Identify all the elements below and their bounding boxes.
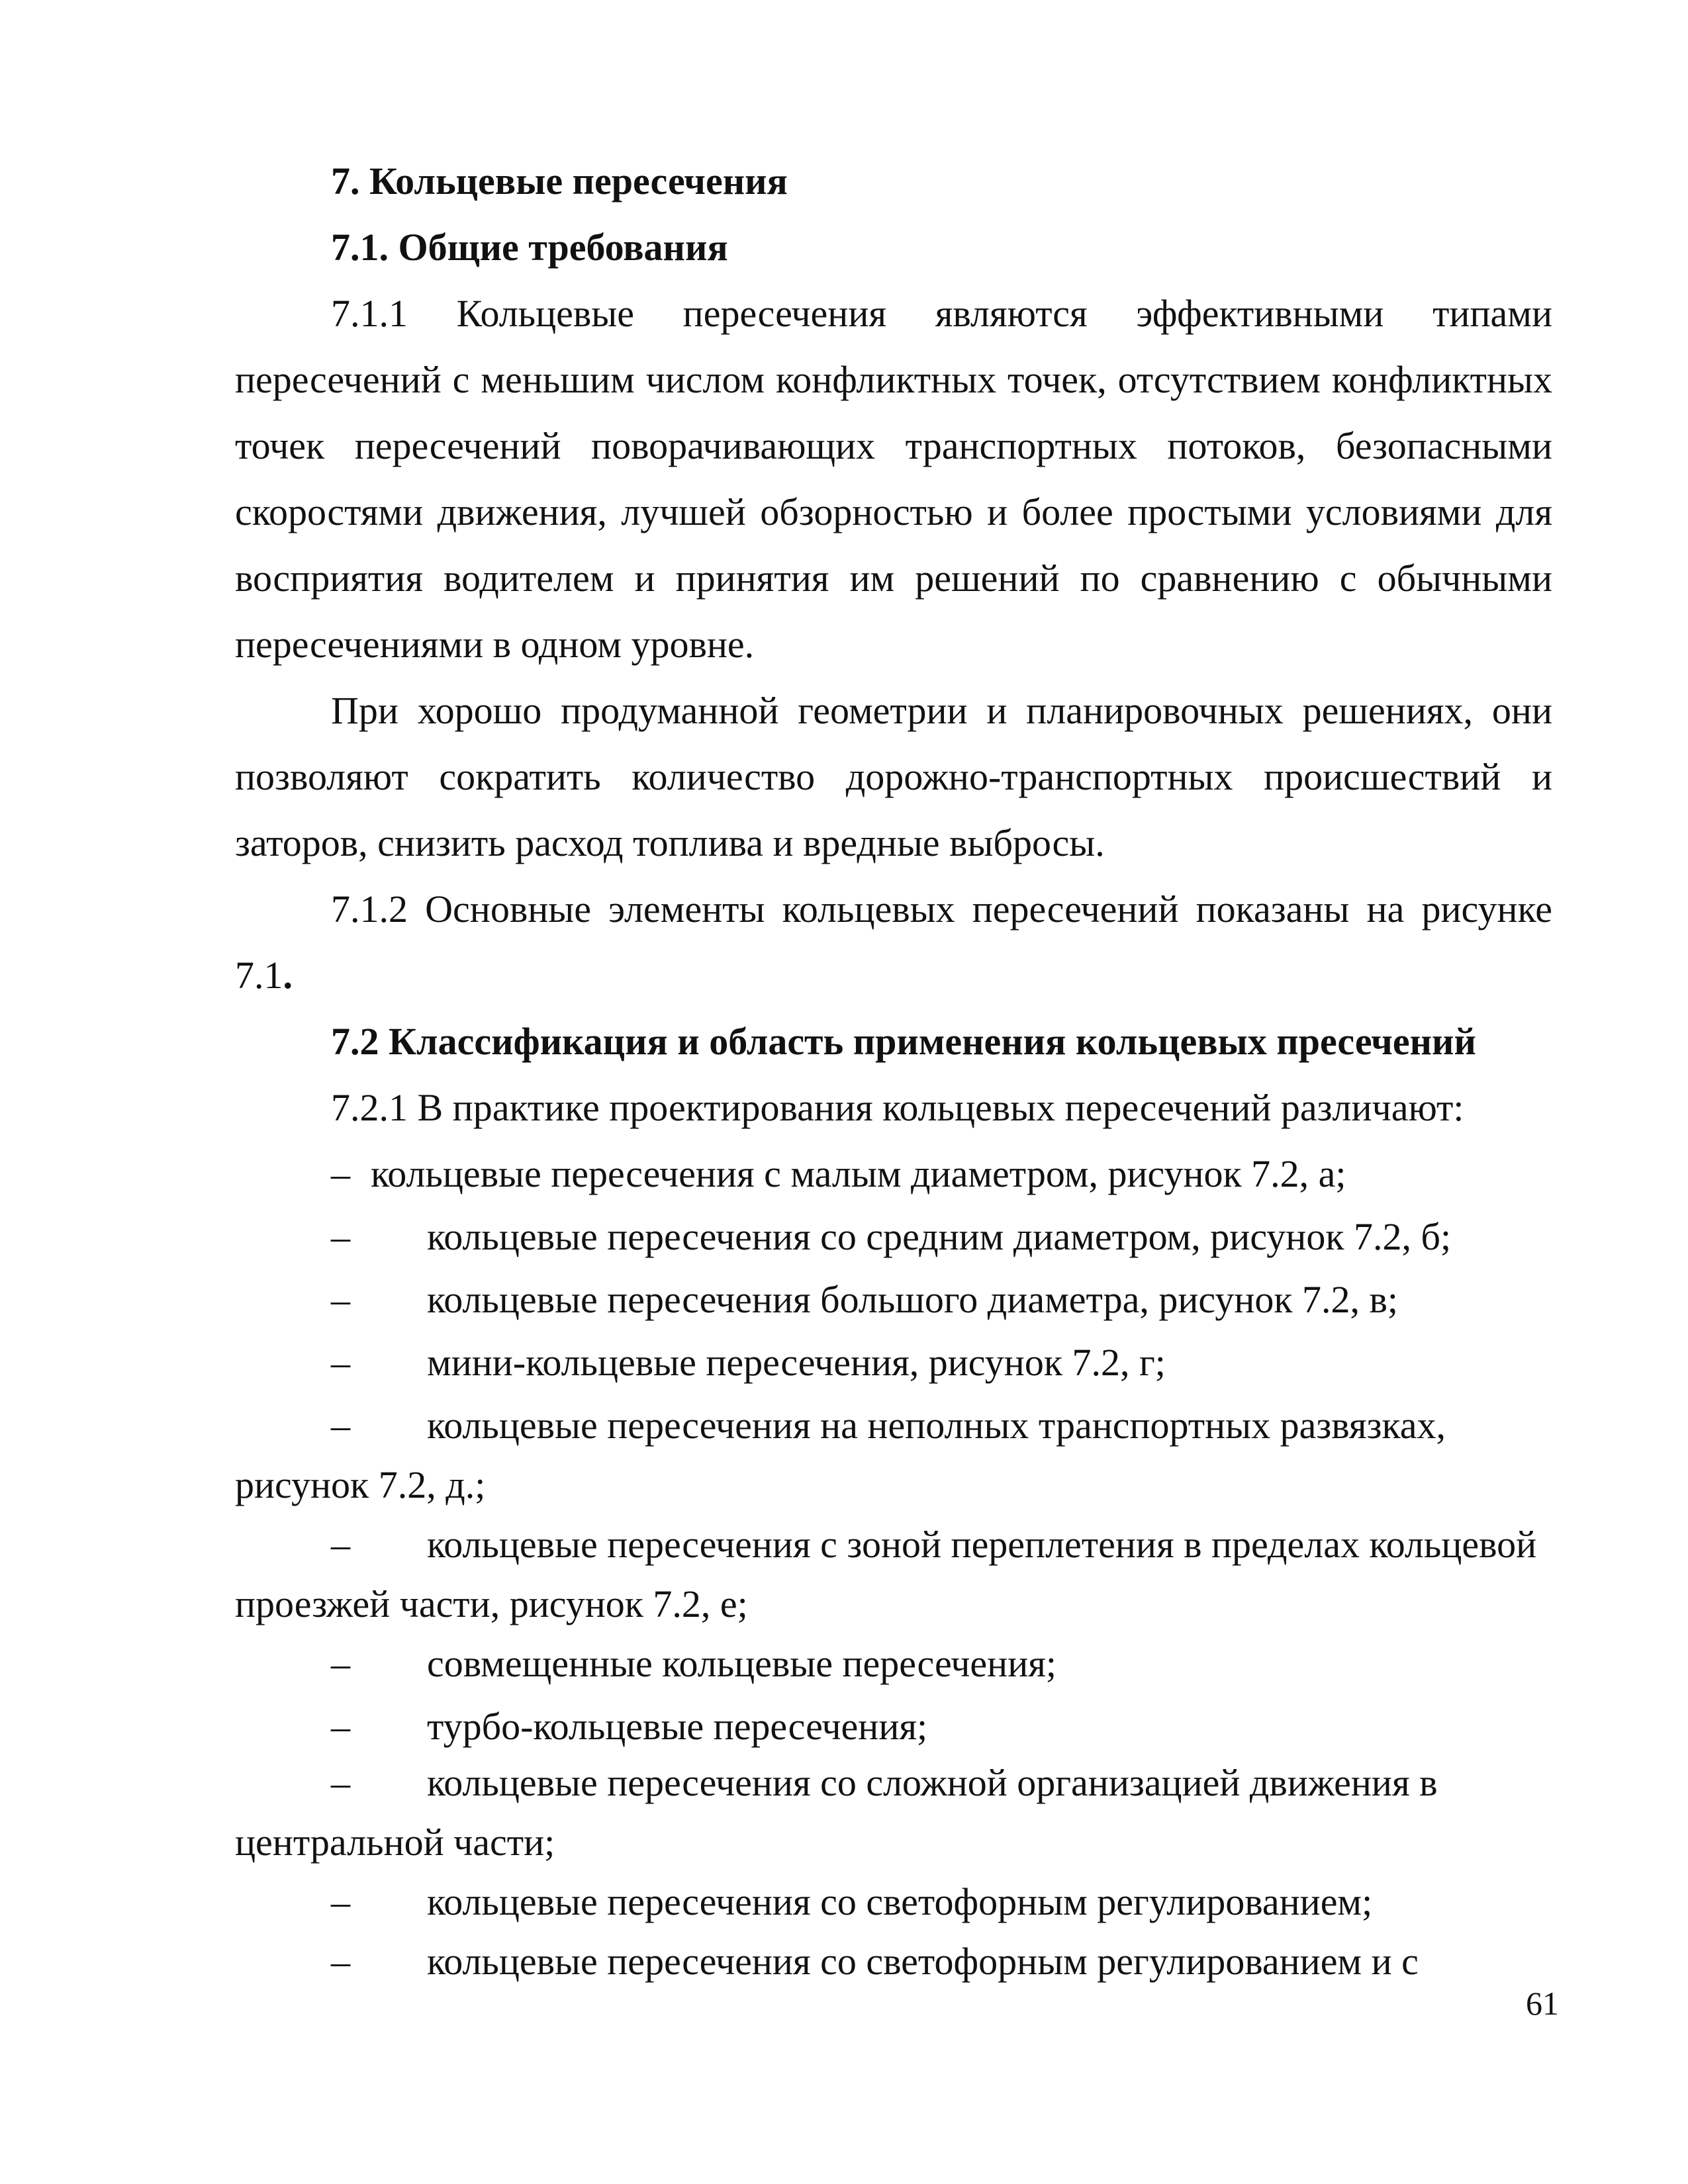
list-bullet: – xyxy=(331,1278,350,1321)
list-item: кольцевые пересечения на неполных транспортных развязках, xyxy=(427,1404,1446,1447)
paragraph-line: пересечений с меньшим числом конфликтных точек, отсутствием конфликтных xyxy=(235,358,1552,401)
paragraph-line: скоростями движения, лучшей обзорностью и более простыми условиями для xyxy=(235,490,1552,533)
paragraph-line: 7.2.1 В практике проектирования кольцевых пересечений различают: xyxy=(331,1086,1464,1129)
list-item: кольцевые пересечения с зоной переплетения в пределах кольцевой xyxy=(427,1523,1537,1566)
list-bullet: – xyxy=(331,1404,350,1447)
list-bullet: – xyxy=(331,1940,350,1983)
list-item: кольцевые пересечения с малым диаметром, рисунок 7.2, а; xyxy=(371,1152,1346,1195)
list-bullet: – xyxy=(331,1705,350,1748)
figure-ref: 7.1 xyxy=(235,954,283,997)
list-bullet: – xyxy=(331,1642,350,1685)
paragraph-line: 7.1.1 Кольцевые пересечения являются эффективными типами xyxy=(331,292,1552,335)
list-item: турбо-кольцевые пересечения; xyxy=(427,1705,928,1748)
list-bullet: – xyxy=(331,1215,350,1258)
page-number: 61 xyxy=(1526,1985,1559,2022)
list-item: кольцевые пересечения со сложной организацией движения в xyxy=(427,1761,1438,1804)
list-item: кольцевые пересечения большого диаметра, рисунок 7.2, в; xyxy=(427,1278,1399,1321)
paragraph-line: позволяют сократить количество дорожно-транспортных происшествий и xyxy=(235,755,1552,798)
list-item: мини-кольцевые пересечения, рисунок 7.2, г; xyxy=(427,1341,1166,1384)
section-heading-7: 7. Кольцевые пересечения xyxy=(331,159,788,203)
subsection-heading-7-2: 7.2 Классификация и область применения кольцевых пресечений xyxy=(331,1020,1476,1063)
list-bullet: – xyxy=(331,1341,350,1384)
subsection-heading-7-1: 7.1. Общие требования xyxy=(331,226,728,269)
paragraph-line: пересечениями в одном уровне. xyxy=(235,623,755,666)
paragraph-line: При хорошо продуманной геометрии и планировочных решениях, они xyxy=(331,689,1552,732)
list-item-continuation: рисунок 7.2, д.; xyxy=(235,1463,486,1506)
list-bullet: – xyxy=(331,1523,350,1566)
list-item: кольцевые пересечения со светофорным регулированием и с xyxy=(427,1940,1419,1983)
paragraph-line: точек пересечений поворачивающих транспортных потоков, безопасными xyxy=(235,424,1552,467)
paragraph-line xyxy=(235,956,293,995)
list-bullet: – xyxy=(331,1880,350,1923)
figure-ref-period: . xyxy=(283,954,293,997)
list-item-continuation: проезжей части, рисунок 7.2, е; xyxy=(235,1582,748,1625)
list-item: совмещенные кольцевые пересечения; xyxy=(427,1642,1057,1685)
paragraph-line: 7.1.2 Основные элементы кольцевых пересечений показаны на рисунке xyxy=(331,887,1552,931)
list-bullet: – xyxy=(331,1761,350,1804)
list-item-continuation: центральной части; xyxy=(235,1821,555,1864)
list-bullet: – xyxy=(331,1152,350,1195)
paragraph-line: восприятия водителем и принятия им решений по сравнению с обычными xyxy=(235,557,1552,600)
list-item: кольцевые пересечения со светофорным регулированием; xyxy=(427,1880,1373,1923)
paragraph-line: заторов, снизить расход топлива и вредные выбросы. xyxy=(235,821,1105,864)
list-item: кольцевые пересечения со средним диаметром, рисунок 7.2, б; xyxy=(427,1215,1452,1258)
